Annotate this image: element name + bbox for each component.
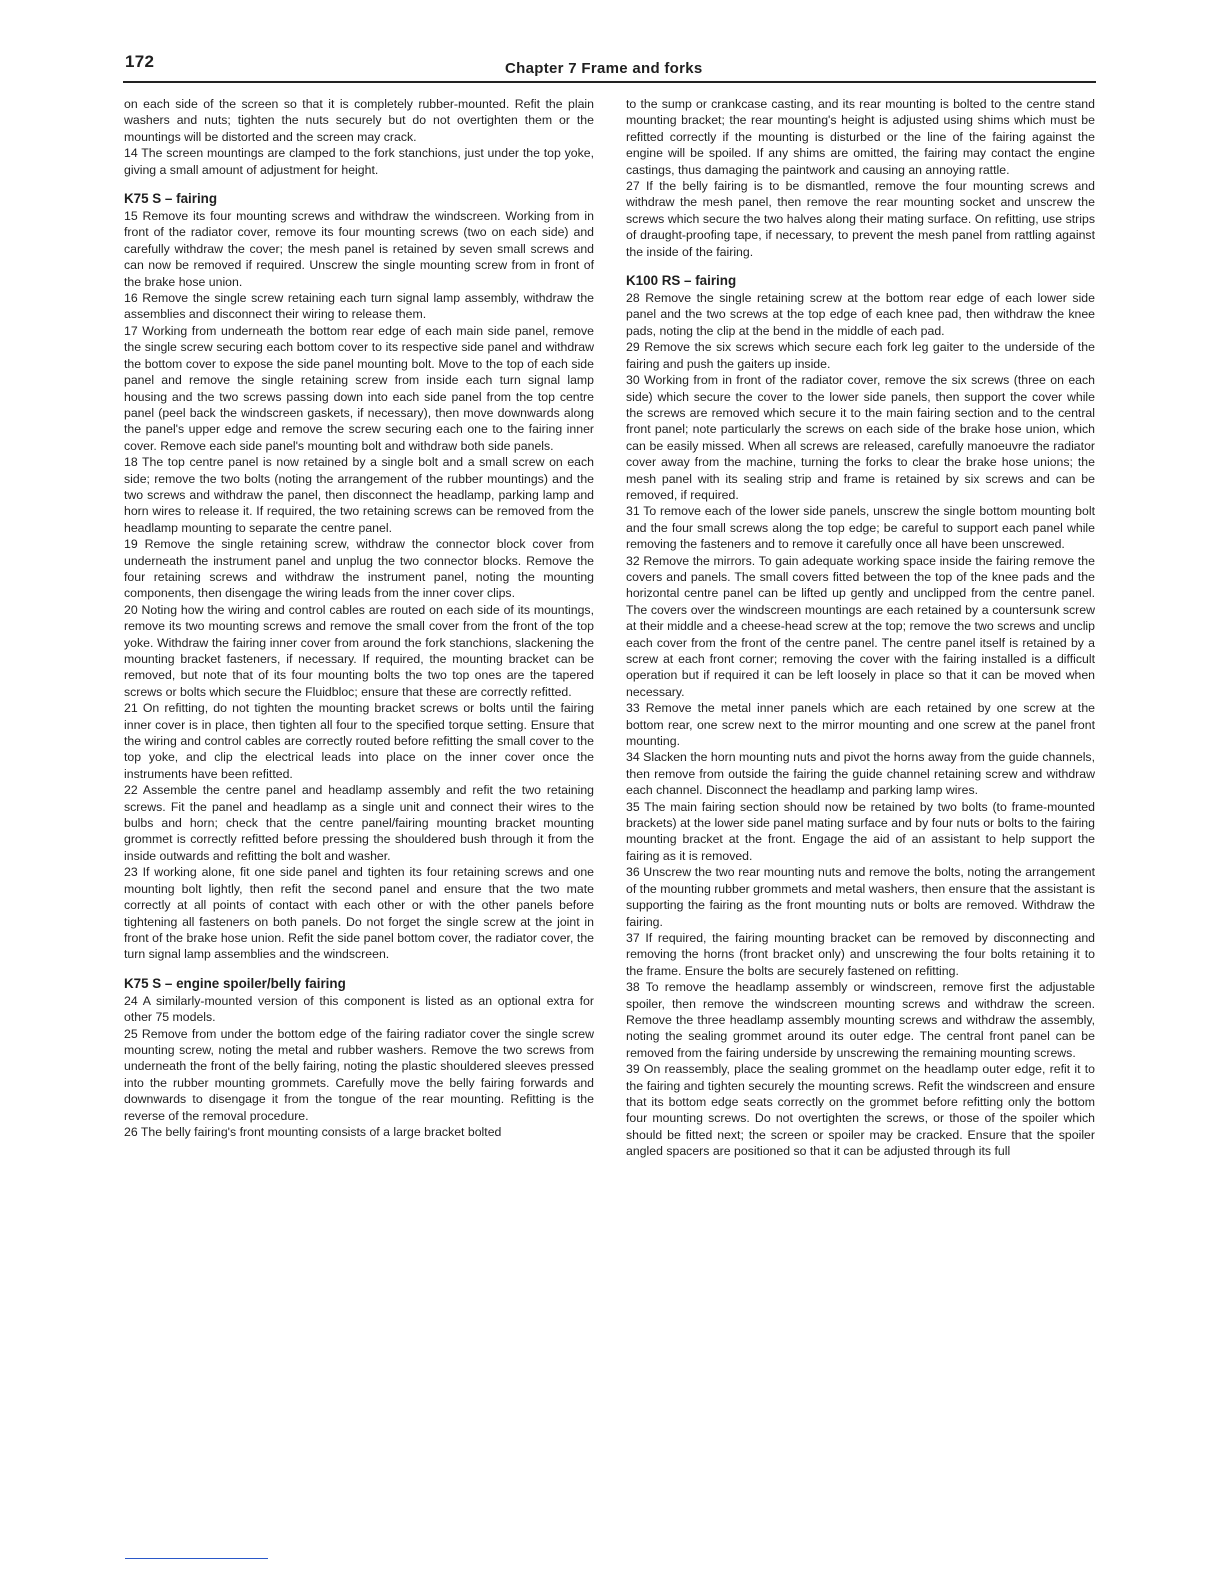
paragraph-21: 21 On refitting, do not tighten the mounting bracket screws or bolts until the fairing inner cover is in place, then tighten all four to the specified torque setting. Ensure that the wiring and control cables are correctly routed before refitting the small cover to the top yoke, and clip the electrical leads into place on the inner cover once the instruments have been refitted. — [124, 701, 594, 781]
paragraph-22: 22 Assemble the centre panel and headlamp assembly and refit the two retaining screws. Fit the panel and headlamp as a single unit and connect their wires to the bulbs and horn; check that the centre panel/fairing mounting bracket mounting grommet is correctly refitted before pressing the shouldered bush through it from the inside outwards and refitting the bolt and washer. — [124, 783, 594, 863]
paragraph-15: 15 Remove its four mounting screws and withdraw the windscreen. Working from in front of the radiator cover, remove its four mounting screws (two on each side) and carefully withdraw the cover; the mesh panel is retained by seven small screws and can now be removed if required. Unscrew the single mounting screw from in front of the brake hose union. — [124, 209, 594, 289]
paragraph-27: 27 If the belly fairing is to be dismantled, remove the four mounting screws and withdraw the mesh panel, then remove the rear mounting socket and unscrew the screws which secure the two halves along their mating surface. On refitting, use strips of draught-proofing tape, if necessary, to prevent the mesh panel from rattling against the inside of the fairing. — [626, 179, 1095, 259]
paragraph-36: 36 Unscrew the two rear mounting nuts and remove the bolts, noting the arrangement of the mounting rubber grommets and metal washers, then ensure that the assistant is supporting the fairing as the front mounting nuts or bolts are removed. Withdraw the fairing. — [626, 865, 1095, 929]
paragraph-33: 33 Remove the metal inner panels which are each retained by one screw at the bottom rear, one screw next to the mirror mounting and one screw at the panel front mounting. — [626, 701, 1095, 749]
paragraph-28: 28 Remove the single retaining screw at the bottom rear edge of each lower side panel and the two screws at the top edge of each knee pad, then withdraw the knee pads, noting the clip at the bend in the middle of each pad. — [626, 291, 1095, 338]
right-column — [626, 96, 1095, 1160]
paragraph-19: 19 Remove the single retaining screw, withdraw the connector block cover from underneath the instrument panel and unplug the two connector blocks. Remove the four retaining screws and withdraw the instrument panel, noting the mounting components, then disengage the wiring leads from the inner cover clips. — [124, 537, 594, 601]
left-column — [124, 96, 594, 1140]
paragraph-31: 31 To remove each of the lower side panels, unscrew the single bottom mounting bolt and the four small screws along the top edge; be careful to support each panel while removing the fasteners and to remove it carefully once all have been unscrewed. — [626, 504, 1095, 552]
paragraph-continued: to the sump or crankcase casting, and its rear mounting is bolted to the centre stand mounting bracket; the rear mounting's height is adjusted using shims which must be refitted correctly if the mounting is disturbed or the line of the fairing against the engine will be spoiled. If any shims are omitted, the fairing may contact the engine castings, thus damaging the paintwork and causing an annoying rattle. — [626, 97, 1095, 177]
paragraph-32: 32 Remove the mirrors. To gain adequate working space inside the fairing remove the covers and panels. The small covers fitted between the top of the knee pads and the horizontal centre panel can be lifted up gently and unclipped from the centre panel. The covers over the windscreen mountings are each retained by a countersunk screw at their middle and a cheese-head screw at the top; remove the two screws and unclip each cover from the front of the centre panel. The centre panel itself is retained by a screw at each front corner; removing the cover with the fairing installed is a difficult operation but if required it can be left loosely in place so that it can be moved when necessary. — [626, 553, 1095, 699]
paragraph-23: 23 If working alone, fit one side panel and tighten its four retaining screws and one mounting bolt lightly, then refit the second panel and ensure that the two mate correctly at all points of contact with each other or with the other panels before tightening all fasteners on both panels. Do not forget the single screw at the joint in front of the brake hose union. Refit the side panel bottom cover, the radiator cover, the turn signal lamp assemblies and the windscreen. — [124, 865, 594, 962]
paragraph-37: 37 If required, the fairing mounting bracket can be removed by disconnecting and removing the horns (front bracket only) and unscrewing the four bolts retaining it to the frame. Ensure the bolts are securely fastened on refitting. — [626, 930, 1095, 978]
chapter-title: Chapter 7 Frame and forks — [505, 60, 703, 77]
paragraph-24: 24 A similarly-mounted version of this component is listed as an optional extra for other 75 models. — [124, 993, 594, 1025]
paragraph-29: 29 Remove the six screws which secure each fork leg gaiter to the underside of the fairing and push the gaiters up inside. — [626, 340, 1095, 371]
paragraph-16: 16 Remove the single screw retaining each turn signal lamp assembly, withdraw the assemblies and disconnect their wiring to release them. — [124, 291, 594, 322]
section-heading-k100rs-fairing: K100 RS – fairing — [626, 273, 737, 289]
header-rule — [123, 81, 1096, 83]
paragraph-25: 25 Remove from under the bottom edge of the fairing radiator cover the single screw mounting screw, noting the metal and rubber washers. Remove the two screws from underneath the front of the belly fairing, noting the plastic shouldered sleeves pressed into the rubber mounting grommets. Carefully move the belly fairing forwards and downwards to disengage it from the tongue of the rear mounting. Refitting is the reverse of the removal procedure. — [124, 1026, 594, 1123]
section-heading-k75s-fairing: K75 S – fairing — [124, 191, 218, 207]
section-heading-k75s-spoiler: K75 S – engine spoiler/belly fairing — [124, 975, 346, 991]
paragraph-39: 39 On reassembly, place the sealing grommet on the headlamp outer edge, refit it to the fairing and tighten securely the mounting screws. Refit the windscreen and ensure that its bottom edge seats correctly on the grommet before refitting only the bottom four mounting screws. Do not overtighten the screws, or those of the spoiler which should be fitted next; the screen or spoiler may be cracked. Ensure that the spoiler angled spacers are positioned so that it can be adjusted through its full — [626, 1062, 1095, 1159]
paragraph-34: 34 Slacken the horn mounting nuts and pivot the horns away from the guide channels, then remove from outside the fairing the guide channel retaining screw and withdraw each channel. Disconnect the headlamp and parking lamp wires. — [626, 750, 1095, 798]
page-number: 172 — [125, 52, 155, 71]
paragraph-38: 38 To remove the headlamp assembly or windscreen, remove first the adjustable spoiler, then remove the windscreen mounting screws and withdraw the screen. Remove the three headlamp assembly mounting screws and withdraw the assembly, noting the sealing grommet around its outer edge. The central front panel can be removed from the fairing underside by unscrewing the remaining mounting screws. — [626, 980, 1095, 1060]
paragraph-30: 30 Working from in front of the radiator cover, remove the six screws (three on each side) which secure the cover to the lower side panels, then support the cover while the screws are removed which secure it to the main fairing section and to the central front panel; note particularly the screws on each side of the brake hose union, which can be easily missed. When all screws are released, carefully manoeuvre the radiator cover away from the machine, turning the forks to clear the brake hose unions; the mesh panel with its sealing strip and frame is retained by six screws and can be removed, if required. — [626, 373, 1095, 502]
paragraph-18: 18 The top centre panel is now retained by a single bolt and a small screw on each side; remove the two bolts (noting the arrangement of the rubber mountings) and the two screws and withdraw the panel, then disconnect the headlamp, parking lamp and horn wires to release it. If required, the two retaining screws can be removed from the headlamp mounting to separate the centre panel. — [124, 455, 594, 535]
paragraph-35: 35 The main fairing section should now be retained by two bolts (to frame-mounted brackets) at the lower side panel mating surface and by four nuts or bolts to the fairing mounting bracket at the front. Engage the aid of an assistant to help support the fairing as it is removed. — [626, 799, 1095, 863]
footer-rule — [125, 1558, 268, 1559]
paragraph-20: 20 Noting how the wiring and control cables are routed on each side of its mountings, remove its two mounting screws and remove the small cover from the front of the top yoke. Withdraw the fairing inner cover from around the fork stanchions, slackening the mounting bracket fasteners, if necessary. If required, the mounting bracket can be removed, but note that of its four mounting bolts the two top ones are the tapered screws or bolts which secure the Fluidbloc; ensure that these are correctly refitted. — [124, 602, 594, 699]
paragraph-17: 17 Working from underneath the bottom rear edge of each main side panel, remove the single screw securing each bottom cover to its respective side panel and withdraw the bottom cover to expose the side panel mounting bolt. Move to the top of each side panel and remove the single retaining screw from inside each turn signal lamp housing and the two screws passing down into each side panel from the top centre panel (peel back the windscreen gaskets, if necessary), then move downwards along the panel's upper edge and remove the screw securing each one to the fairing inner cover. Remove each side panel's mounting bolt and withdraw both side panels. — [124, 323, 594, 453]
paragraph-14: 14 The screen mountings are clamped to the fork stanchions, just under the top yoke, giving a small amount of adjustment for height. — [124, 146, 594, 177]
paragraph-intro: on each side of the screen so that it is completely rubber-mounted. Refit the plain washers and nuts; tighten the nuts securely but do not overtighten them or the mountings will be distorted and the screen may crack. — [124, 97, 594, 144]
paragraph-26: 26 The belly fairing's front mounting consists of a large bracket bolted — [124, 1124, 502, 1139]
